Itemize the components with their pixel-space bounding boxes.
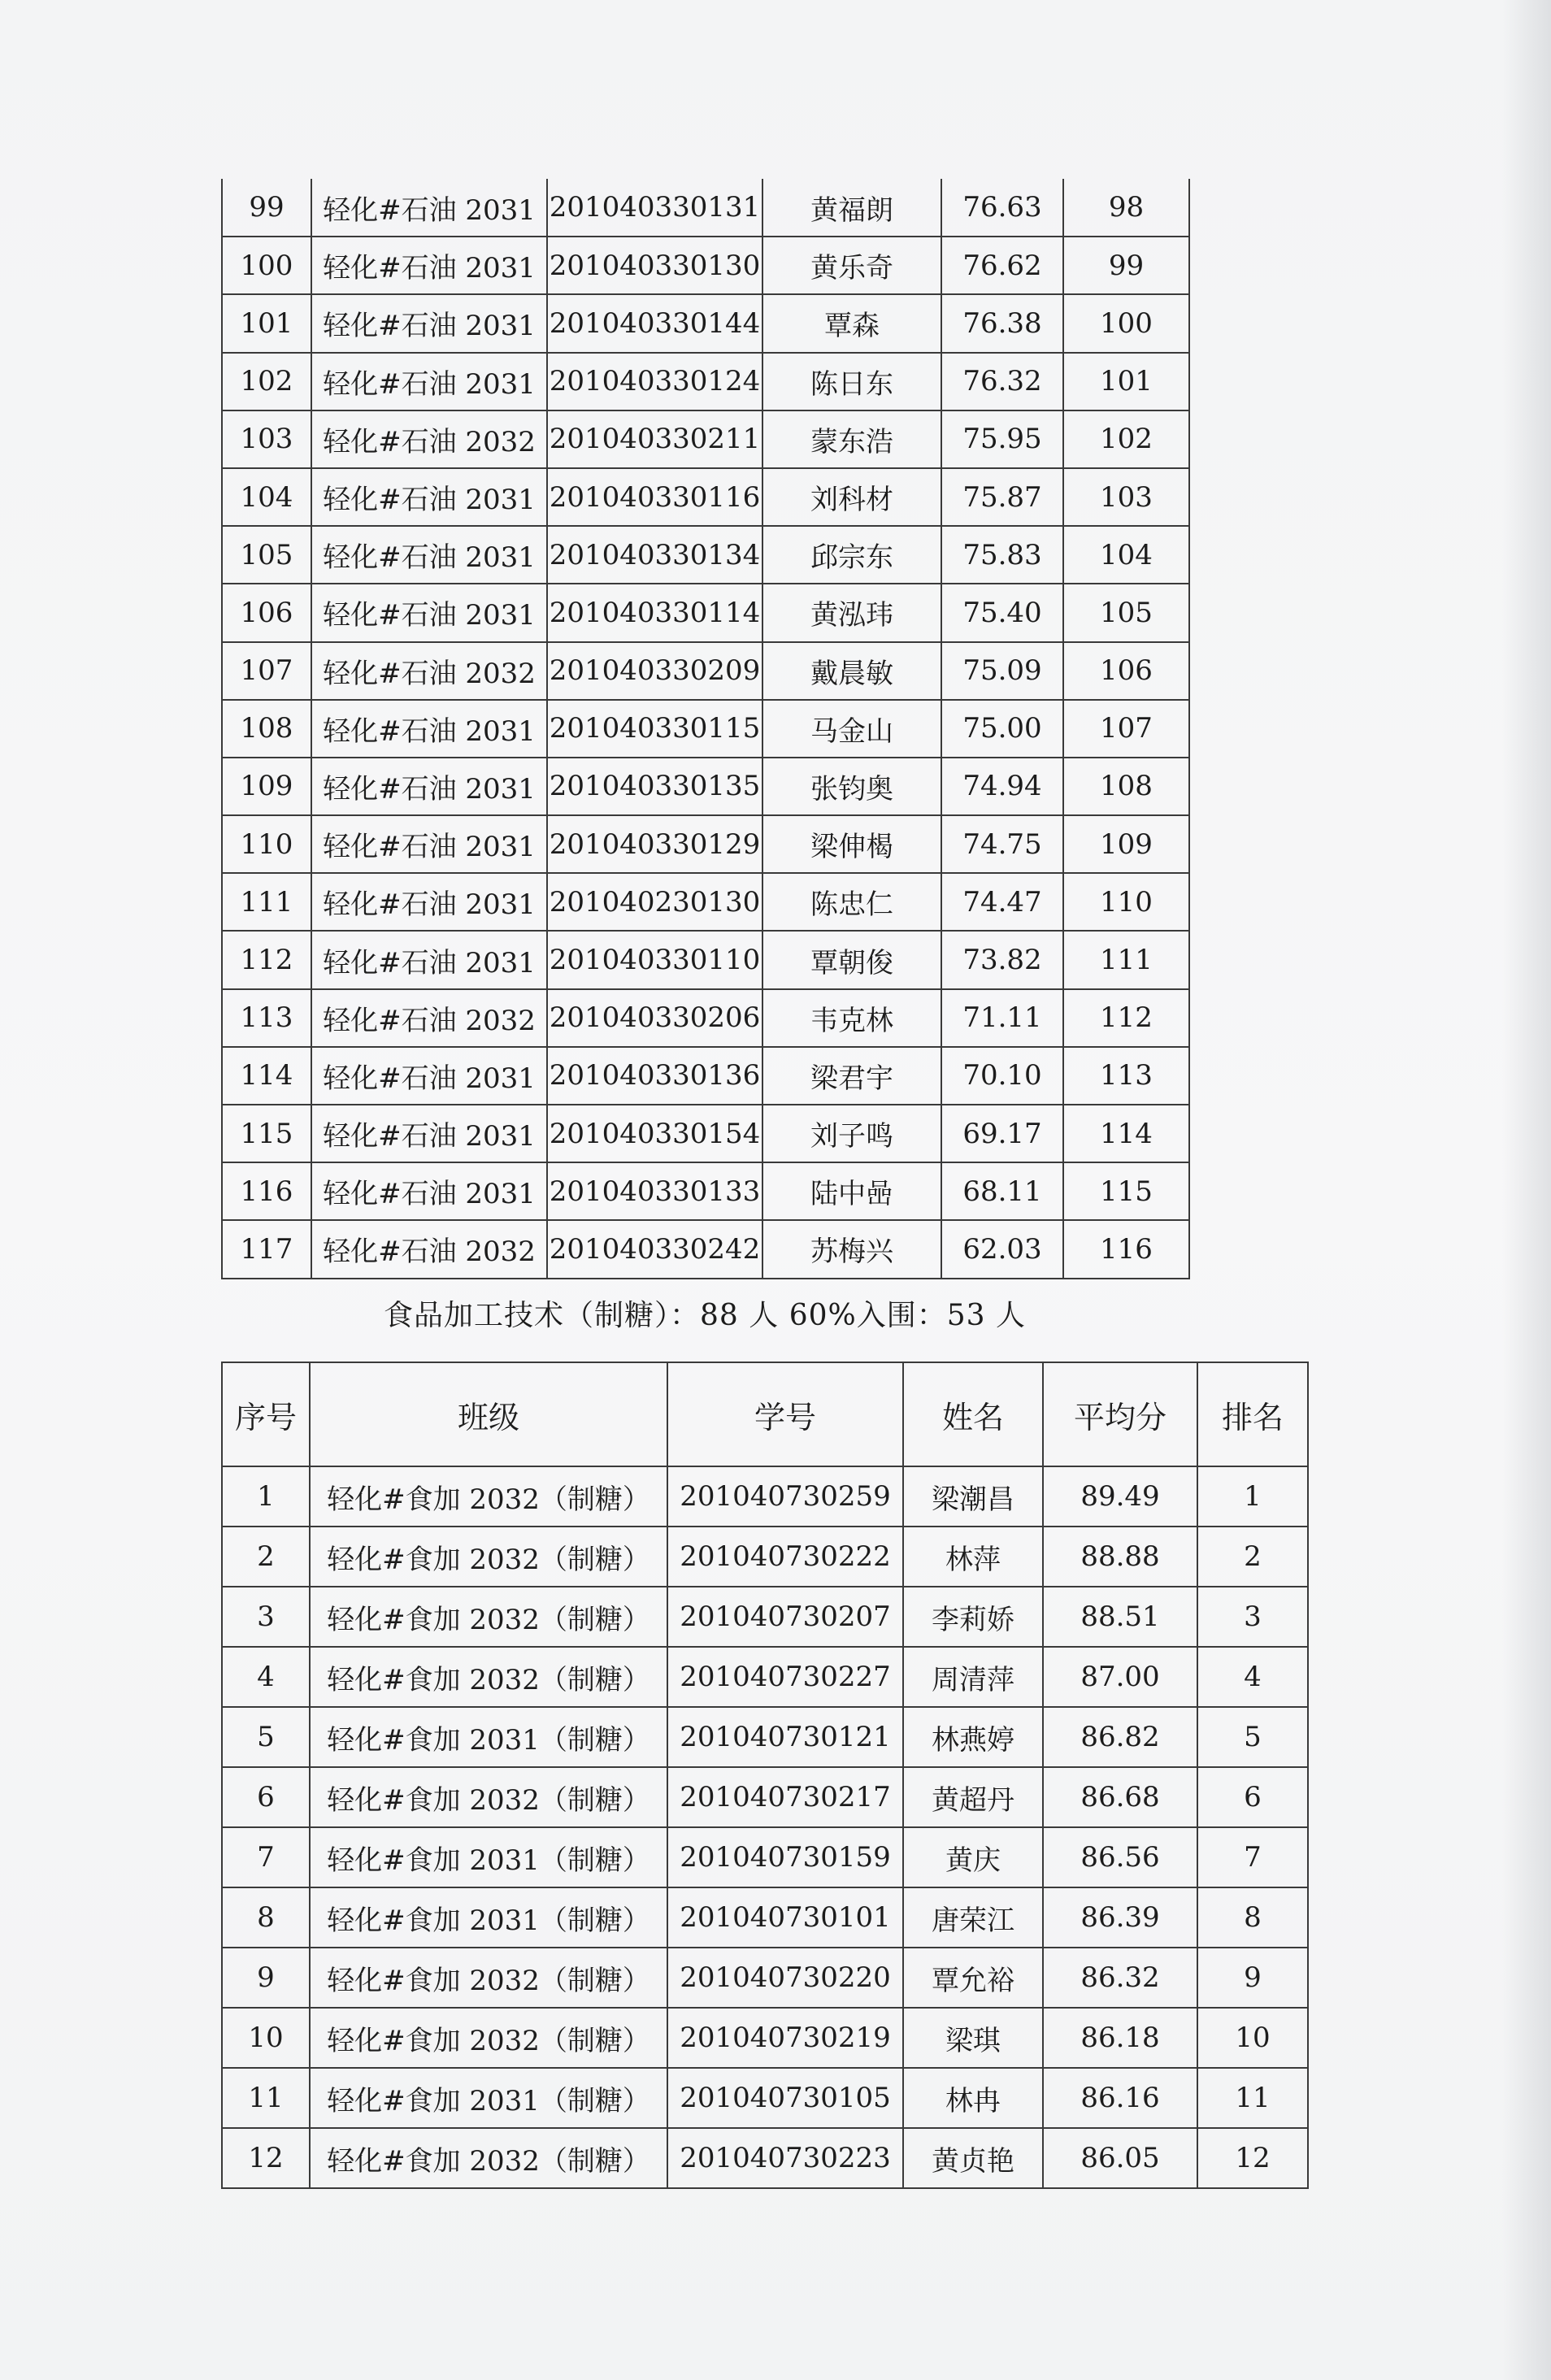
cell-rank: 115	[1063, 1162, 1189, 1220]
cell-rank: 99	[1063, 237, 1189, 294]
cell-index: 106	[222, 584, 311, 641]
cell-class: 轻化#石油 2032	[311, 1220, 547, 1278]
cell-class: 轻化#石油 2032	[311, 410, 547, 468]
cell-rank: 101	[1063, 353, 1189, 410]
cell-rank: 112	[1063, 989, 1189, 1047]
cell-student-id: 201040330135	[547, 758, 762, 815]
table-row	[222, 1887, 1308, 1948]
cell-student-id: 201040330154	[547, 1105, 762, 1162]
cell-rank: 4	[1197, 1647, 1308, 1707]
cell-index: 105	[222, 526, 311, 584]
cell-average-score: 75.95	[941, 410, 1063, 468]
cell-index: 8	[222, 1887, 310, 1948]
cell-index: 4	[222, 1647, 310, 1707]
cell-class: 轻化#食加 2031（制糖）	[310, 1827, 667, 1887]
cell-average-score: 75.09	[941, 642, 1063, 700]
cell-class: 轻化#食加 2032（制糖）	[310, 1587, 667, 1647]
cell-name: 黄超丹	[903, 1767, 1043, 1827]
cell-student-id: 201040730207	[667, 1587, 903, 1647]
cell-index: 101	[222, 294, 311, 352]
cell-average-score: 76.63	[941, 179, 1063, 237]
cell-class: 轻化#石油 2032	[311, 642, 547, 700]
cell-average-score: 86.39	[1043, 1887, 1197, 1948]
cell-name: 梁君宇	[762, 1047, 941, 1105]
cell-rank: 104	[1063, 526, 1189, 584]
cell-index: 108	[222, 700, 311, 758]
cell-student-id: 201040730159	[667, 1827, 903, 1887]
cell-name: 韦克林	[762, 989, 941, 1047]
cell-class: 轻化#石油 2031	[311, 584, 547, 641]
cell-index: 104	[222, 468, 311, 526]
table-row	[222, 1587, 1308, 1647]
cell-average-score: 86.82	[1043, 1707, 1197, 1767]
table-row	[222, 1105, 1189, 1162]
cell-rank: 116	[1063, 1220, 1189, 1278]
cell-index: 114	[222, 1047, 311, 1105]
table-row	[222, 931, 1189, 988]
cell-average-score: 76.38	[941, 294, 1063, 352]
cell-class: 轻化#石油 2031	[311, 353, 547, 410]
cell-name: 黄泓玮	[762, 584, 941, 641]
cell-average-score: 87.00	[1043, 1647, 1197, 1707]
cell-student-id: 201040330130	[547, 237, 762, 294]
cell-student-id: 201040730219	[667, 2008, 903, 2068]
cell-average-score: 76.62	[941, 237, 1063, 294]
cell-rank: 106	[1063, 642, 1189, 700]
cell-class: 轻化#石油 2031	[311, 237, 547, 294]
cell-student-id: 201040730223	[667, 2128, 903, 2188]
header-index: 序号	[222, 1362, 310, 1466]
ranking-table-sugar	[221, 1362, 1309, 2189]
cell-name: 覃允裕	[903, 1948, 1043, 2008]
cell-average-score: 86.18	[1043, 2008, 1197, 2068]
cell-index: 102	[222, 353, 311, 410]
cell-rank: 2	[1197, 1527, 1308, 1587]
cell-student-id: 201040330206	[547, 989, 762, 1047]
cell-index: 103	[222, 410, 311, 468]
cell-class: 轻化#石油 2031	[311, 526, 547, 584]
cell-name: 李莉娇	[903, 1587, 1043, 1647]
cell-rank: 7	[1197, 1827, 1308, 1887]
cell-student-id: 201040730105	[667, 2068, 903, 2128]
cell-class: 轻化#食加 2031（制糖）	[310, 1707, 667, 1767]
cell-index: 3	[222, 1587, 310, 1647]
cell-name: 戴晨敏	[762, 642, 941, 700]
cell-student-id: 201040330115	[547, 700, 762, 758]
cell-average-score: 88.88	[1043, 1527, 1197, 1587]
cell-student-id: 201040730222	[667, 1527, 903, 1587]
table-row	[222, 2068, 1308, 2128]
cell-class: 轻化#食加 2032（制糖）	[310, 1948, 667, 2008]
cell-rank: 10	[1197, 2008, 1308, 2068]
cell-name: 林冉	[903, 2068, 1043, 2128]
cell-average-score: 88.51	[1043, 1587, 1197, 1647]
cell-index: 117	[222, 1220, 311, 1278]
cell-average-score: 75.87	[941, 468, 1063, 526]
cell-average-score: 73.82	[941, 931, 1063, 988]
cell-name: 梁潮昌	[903, 1466, 1043, 1527]
cell-student-id: 201040330209	[547, 642, 762, 700]
table-row	[222, 1527, 1308, 1587]
cell-rank: 100	[1063, 294, 1189, 352]
ranking-table-sugar-body	[222, 1466, 1308, 2188]
cell-name: 张钧奥	[762, 758, 941, 815]
table-row	[222, 700, 1189, 758]
cell-class: 轻化#食加 2032（制糖）	[310, 1767, 667, 1827]
cell-name: 蒙东浩	[762, 410, 941, 468]
table-row	[222, 2128, 1308, 2188]
cell-student-id: 201040330110	[547, 931, 762, 988]
cell-index: 9	[222, 1948, 310, 2008]
cell-average-score: 86.56	[1043, 1827, 1197, 1887]
cell-class: 轻化#石油 2031	[311, 815, 547, 873]
cell-index: 7	[222, 1827, 310, 1887]
cell-student-id: 201040730220	[667, 1948, 903, 2008]
cell-rank: 3	[1197, 1587, 1308, 1647]
cell-rank: 103	[1063, 468, 1189, 526]
cell-class: 轻化#食加 2032（制糖）	[310, 1466, 667, 1527]
cell-index: 116	[222, 1162, 311, 1220]
cell-rank: 109	[1063, 815, 1189, 873]
cell-name: 黄福朗	[762, 179, 941, 237]
cell-average-score: 86.16	[1043, 2068, 1197, 2128]
table-row	[222, 873, 1189, 931]
cell-index: 115	[222, 1105, 311, 1162]
cell-average-score: 86.68	[1043, 1767, 1197, 1827]
cell-student-id: 201040730259	[667, 1466, 903, 1527]
cell-student-id: 201040730217	[667, 1767, 903, 1827]
cell-student-id: 201040330133	[547, 1162, 762, 1220]
cell-class: 轻化#石油 2031	[311, 700, 547, 758]
cell-rank: 8	[1197, 1887, 1308, 1948]
header-rank: 排名	[1197, 1362, 1308, 1466]
cell-average-score: 76.32	[941, 353, 1063, 410]
table-row	[222, 1047, 1189, 1105]
cell-index: 110	[222, 815, 311, 873]
cell-rank: 5	[1197, 1707, 1308, 1767]
cell-index: 1	[222, 1466, 310, 1527]
cell-average-score: 71.11	[941, 989, 1063, 1047]
table-row	[222, 179, 1189, 237]
cell-index: 10	[222, 2008, 310, 2068]
cell-class: 轻化#石油 2031	[311, 1162, 547, 1220]
cell-average-score: 62.03	[941, 1220, 1063, 1278]
cell-rank: 98	[1063, 179, 1189, 237]
cell-rank: 107	[1063, 700, 1189, 758]
table-row	[222, 294, 1189, 352]
cell-rank: 111	[1063, 931, 1189, 988]
table-row	[222, 468, 1189, 526]
cell-class: 轻化#石油 2031	[311, 179, 547, 237]
cell-average-score: 86.05	[1043, 2128, 1197, 2188]
cell-class: 轻化#石油 2031	[311, 758, 547, 815]
cell-rank: 9	[1197, 1948, 1308, 2008]
table-row	[222, 584, 1189, 641]
cell-name: 黄乐奇	[762, 237, 941, 294]
cell-average-score: 74.75	[941, 815, 1063, 873]
cell-name: 马金山	[762, 700, 941, 758]
cell-class: 轻化#食加 2032（制糖）	[310, 2008, 667, 2068]
cell-student-id: 201040730101	[667, 1887, 903, 1948]
table-row	[222, 526, 1189, 584]
cell-average-score: 69.17	[941, 1105, 1063, 1162]
cell-name: 唐荣江	[903, 1887, 1043, 1948]
cell-index: 109	[222, 758, 311, 815]
section-caption: 食品加工技术（制糖）：88 人 60%入围：53 人	[384, 1299, 1026, 1332]
header-name: 姓名	[903, 1362, 1043, 1466]
cell-student-id: 201040330211	[547, 410, 762, 468]
page-edge-shadow	[1502, 0, 1551, 2380]
cell-index: 111	[222, 873, 311, 931]
cell-class: 轻化#食加 2032（制糖）	[310, 1647, 667, 1707]
cell-index: 107	[222, 642, 311, 700]
cell-rank: 6	[1197, 1767, 1308, 1827]
cell-name: 刘科材	[762, 468, 941, 526]
cell-class: 轻化#石油 2031	[311, 1047, 547, 1105]
cell-index: 99	[222, 179, 311, 237]
cell-index: 2	[222, 1527, 310, 1587]
table-row	[222, 353, 1189, 410]
cell-rank: 102	[1063, 410, 1189, 468]
cell-average-score: 86.32	[1043, 1948, 1197, 2008]
cell-student-id: 201040330242	[547, 1220, 762, 1278]
header-average-score: 平均分	[1043, 1362, 1197, 1466]
cell-index: 113	[222, 989, 311, 1047]
table-row	[222, 1466, 1308, 1527]
cell-student-id: 201040330124	[547, 353, 762, 410]
cell-name: 邱宗东	[762, 526, 941, 584]
table-row	[222, 1948, 1308, 2008]
ranking-table-petroleum	[221, 179, 1190, 1279]
cell-class: 轻化#石油 2031	[311, 873, 547, 931]
header-student-id: 学号	[667, 1362, 903, 1466]
table-row	[222, 989, 1189, 1047]
cell-rank: 11	[1197, 2068, 1308, 2128]
cell-name: 陈忠仁	[762, 873, 941, 931]
cell-name: 林燕婷	[903, 1707, 1043, 1767]
cell-average-score: 75.83	[941, 526, 1063, 584]
cell-average-score: 89.49	[1043, 1466, 1197, 1527]
cell-name: 覃朝俊	[762, 931, 941, 988]
cell-name: 刘子鸣	[762, 1105, 941, 1162]
table-row	[222, 642, 1189, 700]
cell-class: 轻化#石油 2031	[311, 468, 547, 526]
cell-average-score: 68.11	[941, 1162, 1063, 1220]
cell-name: 苏梅兴	[762, 1220, 941, 1278]
cell-student-id: 201040330129	[547, 815, 762, 873]
table-row	[222, 1647, 1308, 1707]
cell-index: 100	[222, 237, 311, 294]
cell-name: 覃森	[762, 294, 941, 352]
cell-class: 轻化#食加 2031（制糖）	[310, 2068, 667, 2128]
cell-name: 陈日东	[762, 353, 941, 410]
table-row	[222, 758, 1189, 815]
cell-rank: 108	[1063, 758, 1189, 815]
cell-name: 陆中喦	[762, 1162, 941, 1220]
table-row	[222, 2008, 1308, 2068]
cell-student-id: 201040330144	[547, 294, 762, 352]
cell-class: 轻化#食加 2032（制糖）	[310, 2128, 667, 2188]
cell-index: 5	[222, 1707, 310, 1767]
cell-index: 11	[222, 2068, 310, 2128]
cell-name: 林萍	[903, 1527, 1043, 1587]
table-row	[222, 1827, 1308, 1887]
cell-student-id: 201040330134	[547, 526, 762, 584]
cell-class: 轻化#石油 2031	[311, 931, 547, 988]
table-row	[222, 815, 1189, 873]
cell-student-id: 201040730121	[667, 1707, 903, 1767]
table-row	[222, 1220, 1189, 1278]
cell-name: 黄庆	[903, 1827, 1043, 1887]
table-row	[222, 410, 1189, 468]
table-row	[222, 1162, 1189, 1220]
cell-student-id: 201040330116	[547, 468, 762, 526]
cell-rank: 12	[1197, 2128, 1308, 2188]
cell-average-score: 74.47	[941, 873, 1063, 931]
cell-class: 轻化#食加 2031（制糖）	[310, 1887, 667, 1948]
cell-average-score: 74.94	[941, 758, 1063, 815]
cell-average-score: 75.40	[941, 584, 1063, 641]
cell-rank: 110	[1063, 873, 1189, 931]
cell-name: 梁琪	[903, 2008, 1043, 2068]
cell-name: 黄贞艳	[903, 2128, 1043, 2188]
cell-student-id: 201040330136	[547, 1047, 762, 1105]
cell-class: 轻化#石油 2032	[311, 989, 547, 1047]
cell-average-score: 75.00	[941, 700, 1063, 758]
table-row	[222, 1767, 1308, 1827]
cell-index: 12	[222, 2128, 310, 2188]
cell-average-score: 70.10	[941, 1047, 1063, 1105]
cell-rank: 114	[1063, 1105, 1189, 1162]
cell-class: 轻化#石油 2031	[311, 1105, 547, 1162]
cell-class: 轻化#石油 2031	[311, 294, 547, 352]
table-row	[222, 1707, 1308, 1767]
cell-index: 6	[222, 1767, 310, 1827]
header-class: 班级	[310, 1362, 667, 1466]
cell-rank: 113	[1063, 1047, 1189, 1105]
cell-rank: 1	[1197, 1466, 1308, 1527]
cell-student-id: 201040330131	[547, 179, 762, 237]
cell-name: 周清萍	[903, 1647, 1043, 1707]
cell-index: 112	[222, 931, 311, 988]
cell-rank: 105	[1063, 584, 1189, 641]
cell-class: 轻化#食加 2032（制糖）	[310, 1527, 667, 1587]
cell-student-id: 201040730227	[667, 1647, 903, 1707]
cell-student-id: 201040230130	[547, 873, 762, 931]
table-header-row	[222, 1362, 1308, 1466]
cell-name: 梁伸楬	[762, 815, 941, 873]
cell-student-id: 201040330114	[547, 584, 762, 641]
ranking-table-petroleum-body	[222, 179, 1189, 1279]
table-row	[222, 237, 1189, 294]
